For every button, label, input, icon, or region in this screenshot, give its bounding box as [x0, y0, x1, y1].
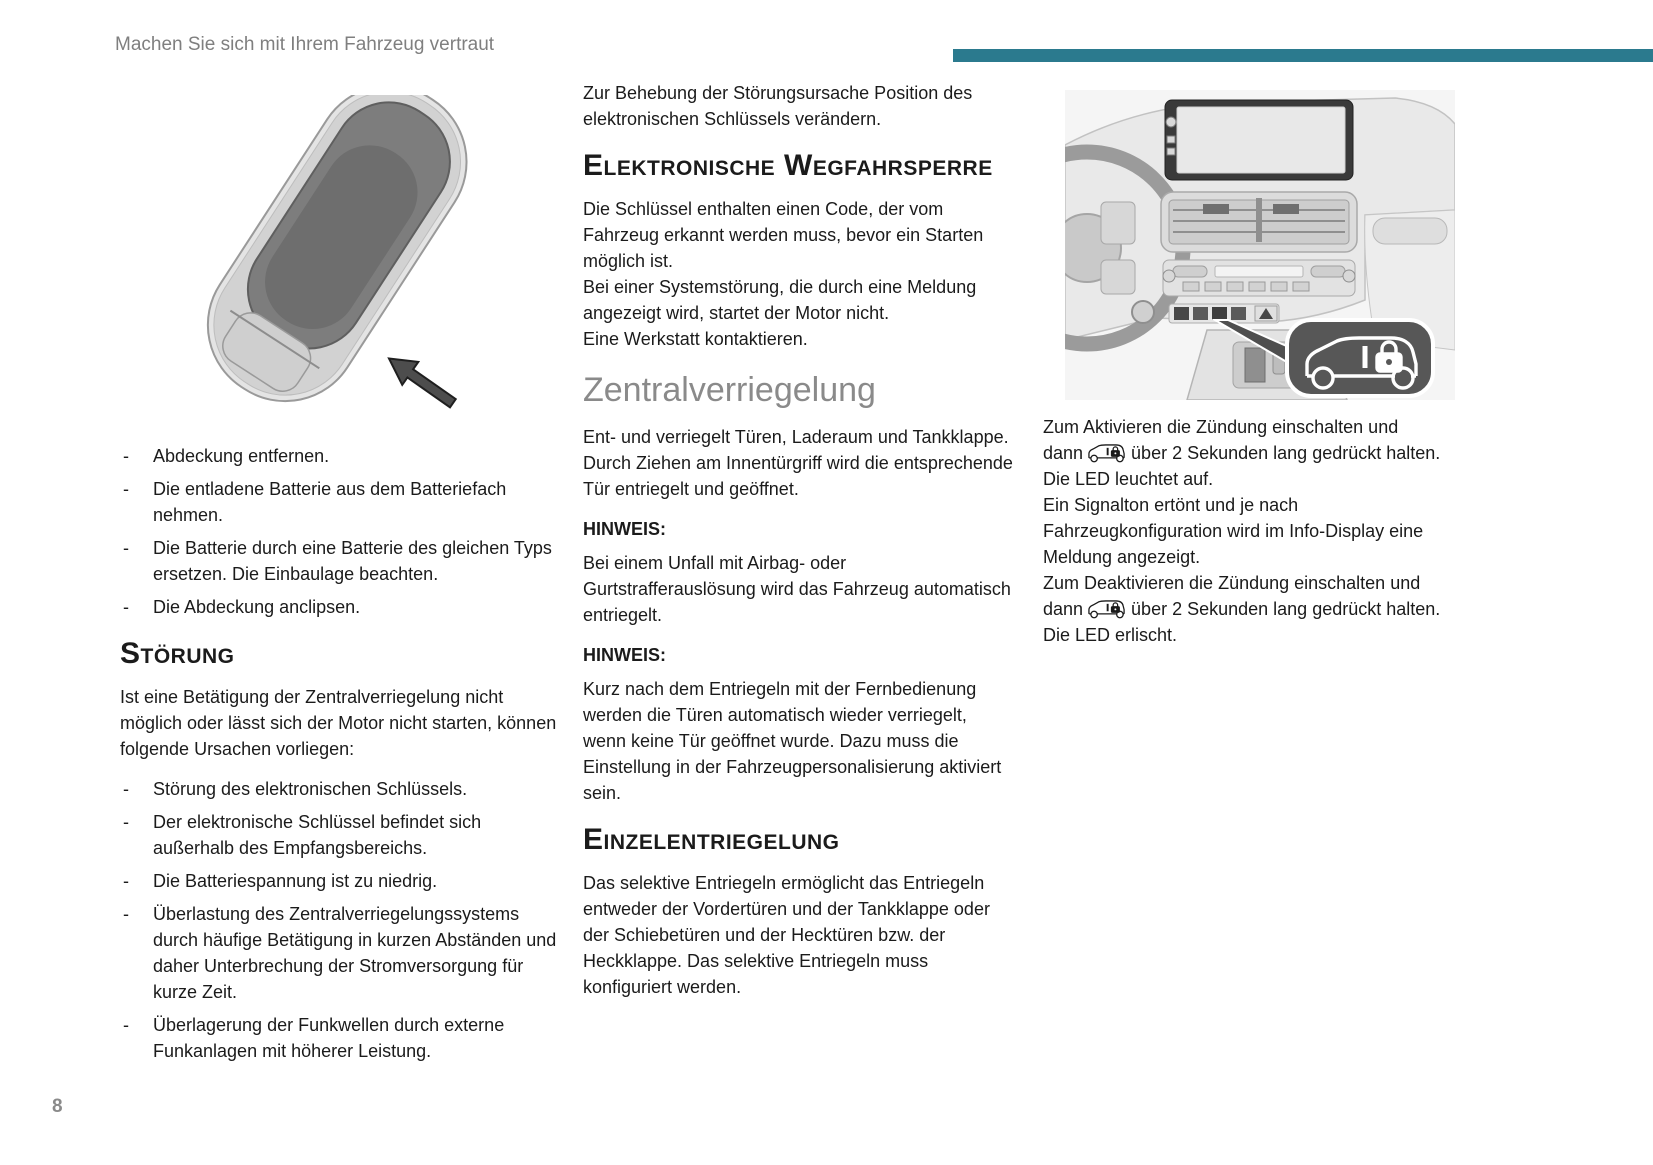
- activate-text-2: [1043, 440, 1463, 492]
- arrow-pointer: [381, 347, 461, 413]
- list-item: - Die Batteriespannung ist zu niedrig.: [120, 868, 567, 894]
- text-fragment: dann: [1043, 443, 1084, 463]
- text-fragment: über 2 Sekunden lang gedrückt halten. Die LED erlischt.: [1043, 599, 1441, 645]
- list-item: - Die Abdeckung anclipsen.: [120, 594, 567, 620]
- einzelentriegelung-text: Das selektive Entriegeln ermöglicht das Entriegeln entweder der Vordertüren und der Tankklappe oder der Schiebetüren und der Hecktüren bzw. der Heckklappe. Das selektive Entriegeln muss konfiguriert werden.: [583, 873, 990, 997]
- list-item: - Überlastung des Zentralverriegelungssystems durch häufige Betätigung in kurzen Abständen und daher Unterbrechung der Stromversorgung für kurze Zeit.: [120, 901, 567, 1005]
- column-right: [1043, 85, 1463, 648]
- wegfahrsperre-text: Bei einer Systemstörung, die durch eine Meldung angezeigt wird, startet der Motor nicht.: [583, 277, 977, 323]
- key-fob-illustration: [165, 95, 505, 413]
- zentralverriegelung-text: Ent- und verriegelt Türen, Laderaum und Tankklappe.: [583, 427, 1009, 447]
- troubleshoot-hint: Zur Behebung der Störungsursache Position des elektronischen Schlüssels verändern.: [583, 83, 973, 129]
- wegfahrsperre-text: Eine Werkstatt kontaktieren.: [583, 329, 808, 349]
- stoerung-intro: Ist eine Betätigung der Zentralverriegelung nicht möglich oder lässt sich der Motor nicht starten, können folgende Ursachen vorliegen:: [120, 687, 557, 759]
- central-locking-button: [1212, 307, 1227, 320]
- battery-steps-list: [120, 443, 567, 620]
- key-fob-image: [165, 95, 505, 413]
- list-item: - Störung des elektronischen Schlüssels.: [120, 776, 567, 802]
- text-fragment: über 2 Sekunden lang gedrückt halten. Die LED leuchtet auf.: [1043, 443, 1441, 489]
- text-fragment: dann: [1043, 599, 1084, 619]
- hinweis-label: HINWEIS:: [583, 519, 666, 539]
- page-number: 8: [52, 1096, 63, 1117]
- list-item: - Die Batterie durch eine Batterie des gleichen Typs ersetzen. Die Einbaulage beachten.: [120, 535, 567, 587]
- accent-bar: [953, 49, 1653, 62]
- wegfahrsperre-text: Die Schlüssel enthalten einen Code, der vom Fahrzeug erkannt werden muss, bevor ein Starten möglich ist.: [583, 199, 984, 271]
- deactivate-text: Zum Deaktivieren die Zündung einschalten und: [1043, 573, 1421, 593]
- dashboard-illustration: [1065, 90, 1455, 400]
- van-lock-button-icon: [1087, 598, 1127, 620]
- stoerung-causes-list: [120, 776, 567, 1064]
- chapter-heading-zentralverriegelung: Zentralverriegelung: [583, 371, 876, 409]
- zentralverriegelung-text: Durch Ziehen am Innentürgriff wird die entsprechende Tür entriegelt und geöffnet.: [583, 453, 1013, 499]
- hinweis-text: Bei einem Unfall mit Airbag- oder Gurtstrafferauslösung wird das Fahrzeug automatisch entriegelt.: [583, 553, 1011, 625]
- column-middle: [583, 80, 1013, 1000]
- column-left: [120, 85, 567, 1071]
- section-heading-einzelentriegelung: Einzelentriegelung: [583, 823, 840, 856]
- page-header: Machen Sie sich mit Ihrem Fahrzeug vertraut: [115, 34, 495, 55]
- list-item: - Abdeckung entfernen.: [120, 443, 567, 469]
- list-item: - Überlagerung der Funkwellen durch externe Funkanlagen mit höherer Leistung.: [120, 1012, 567, 1064]
- hinweis-text: Kurz nach dem Entriegeln mit der Fernbedienung werden die Türen automatisch wieder verriegelt, wenn keine Tür geöffnet wurde. Dazu muss die Einstellung in der Fahrzeugpersonalisierung aktiviert sein.: [583, 679, 1002, 803]
- list-item: - Die entladene Batterie aus dem Batteriefach nehmen.: [120, 476, 567, 528]
- van-lock-button-icon: [1087, 442, 1127, 464]
- dashboard-image: [1065, 90, 1455, 400]
- activate-text: Zum Aktivieren die Zündung einschalten und: [1043, 417, 1399, 437]
- central-locking-callout: [1287, 320, 1433, 396]
- deactivate-text-2: [1043, 596, 1463, 648]
- signal-text: Ein Signalton ertönt und je nach Fahrzeugkonfiguration wird im Info-Display eine Meldung angezeigt.: [1043, 495, 1424, 567]
- list-item: - Der elektronische Schlüssel befindet sich außerhalb des Empfangsbereichs.: [120, 809, 567, 861]
- hinweis-label: HINWEIS:: [583, 645, 666, 665]
- section-heading-wegfahrsperre: Elektronische Wegfahrsperre: [583, 149, 993, 182]
- section-heading-stoerung: Störung: [120, 637, 235, 670]
